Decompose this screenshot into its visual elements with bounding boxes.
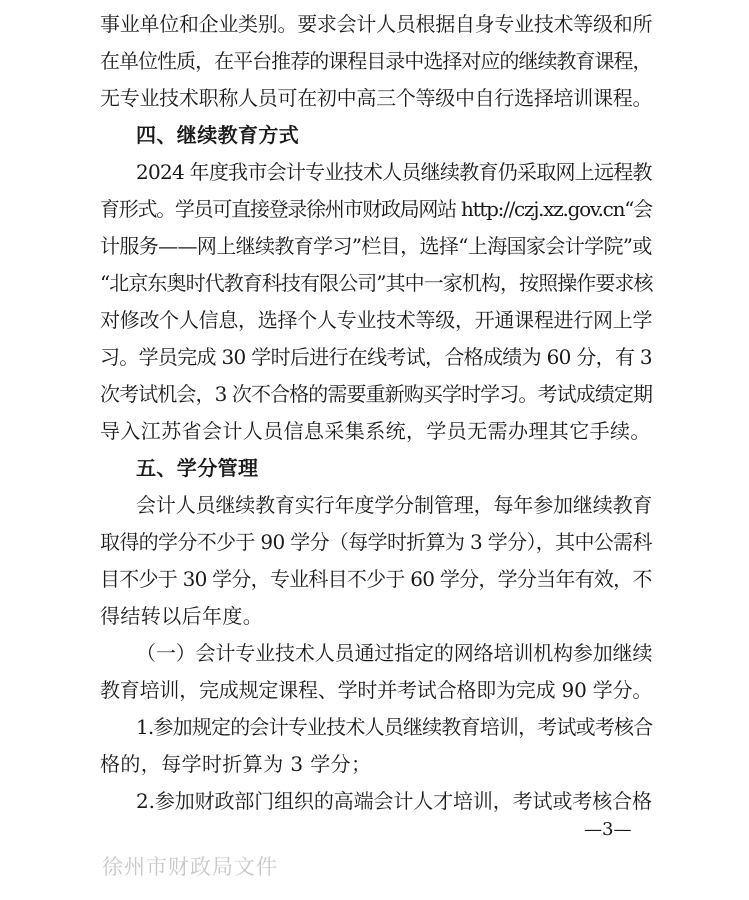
body-line: 对修改个人信息，选择个人专业技术等级，开通课程进行网上学 <box>100 308 653 332</box>
body-line: “北京东奥时代教育科技有限公司”其中一家机构，按照操作要求核 <box>100 271 653 295</box>
section-heading-4: 四、继续教育方式 <box>136 123 300 147</box>
body-line: 格的，每学时折算为 3 学分； <box>100 752 372 776</box>
body-line: 得结转以后年度。 <box>100 604 264 628</box>
body-line: 计服务——网上继续教育学习”栏目，选择“上海国家会计学院”或 <box>100 234 652 258</box>
body-line: 教育培训，完成规定课程、学时并考试合格即为完成 90 学分。 <box>100 678 653 702</box>
body-line: 无专业技术职称人员可在初中高三个等级中自行选择培训课程。 <box>100 86 653 110</box>
body-line: 目不少于 30 学分，专业科目不少于 60 学分，学分当年有效，不 <box>100 567 652 591</box>
page-number: —3— <box>584 819 632 840</box>
body-line: 2.参加财政部门组织的高端会计人才培训，考试或考核合格 <box>136 789 652 813</box>
footer-watermark: 徐州市财政局文件 <box>102 855 278 879</box>
body-line: 在单位性质，在平台推荐的课程目录中选择对应的继续教育课程， <box>100 49 652 73</box>
body-line: 导入江苏省会计人员信息采集系统，学员无需办理其它手续。 <box>100 419 651 443</box>
body-line: 会计人员继续教育实行年度学分制管理，每年参加继续教育 <box>136 493 653 517</box>
body-line: （一）会计专业技术人员通过指定的网络培训机构参加继续 <box>136 641 653 665</box>
section-heading-5: 五、学分管理 <box>136 456 259 480</box>
body-line: 事业单位和企业类别。要求会计人员根据自身专业技术等级和所 <box>100 12 653 36</box>
body-line: 次考试机会，3 次不合格的需要重新购买学时学习。考试成绩定期 <box>100 382 653 406</box>
body-line: 2024 年度我市会计专业技术人员继续教育仍采取网上远程教 <box>136 160 652 184</box>
body-line: 习。学员完成 30 学时后进行在线考试，合格成绩为 60 分，有 3 <box>100 345 652 369</box>
body-line: 1.参加规定的会计专业技术人员继续教育培训，考试或考核合 <box>136 715 653 739</box>
body-line: 取得的学分不少于 90 学分（每学时折算为 3 学分），其中公需科 <box>100 530 652 554</box>
body-line: 育形式。学员可直接登录徐州市财政局网站 http://czj.xz.gov.cn“会 <box>100 197 652 221</box>
